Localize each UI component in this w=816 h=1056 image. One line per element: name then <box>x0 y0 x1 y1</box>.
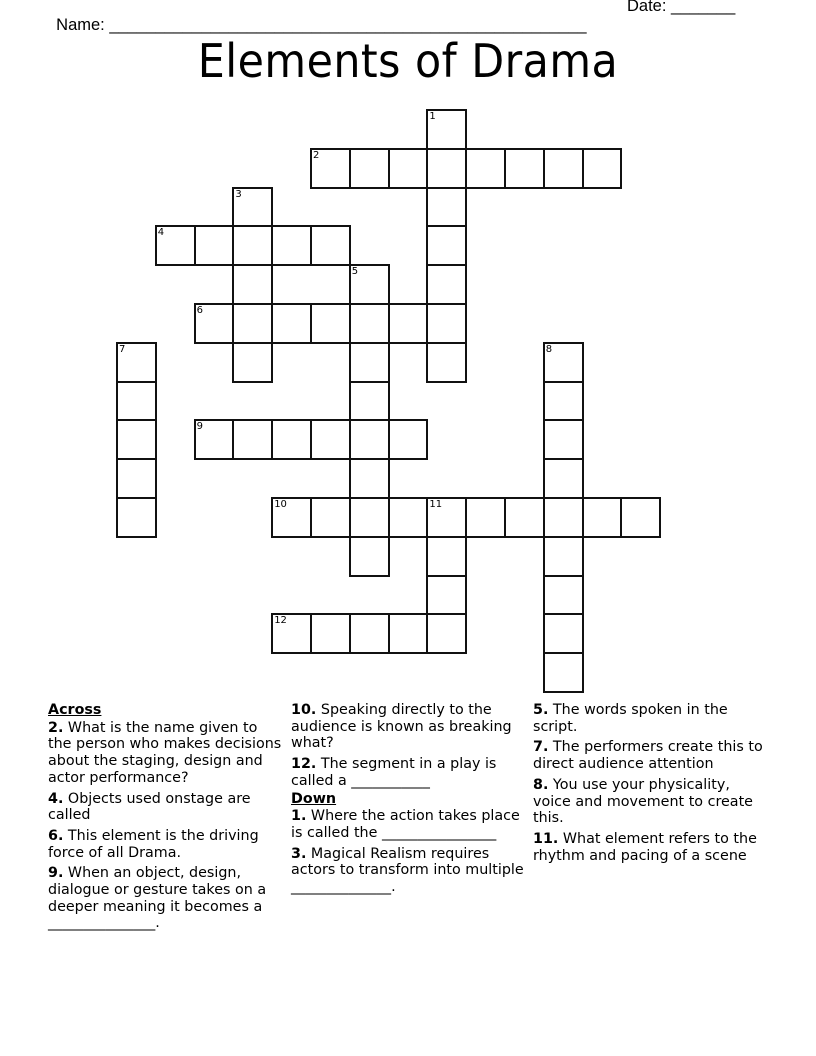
clue-text: The words spoken in the script. <box>533 702 728 735</box>
clue-number: 9. <box>48 865 64 882</box>
grid-cell[interactable] <box>426 225 467 266</box>
grid-cell[interactable] <box>194 225 235 266</box>
clue-number-label: 6 <box>196 305 203 316</box>
clue-down-11 <box>533 831 763 864</box>
grid-cell[interactable] <box>543 536 584 577</box>
clue-down-1 <box>291 808 527 841</box>
clue-across-6 <box>48 828 284 861</box>
grid-cell[interactable] <box>271 613 312 654</box>
clues-column-3 <box>533 702 763 868</box>
grid-cell[interactable] <box>349 342 390 383</box>
page-title: Elements of Drama <box>197 34 619 88</box>
clue-number: 6. <box>48 827 64 844</box>
clue-number-label: 3 <box>235 188 242 200</box>
grid-cell[interactable] <box>310 497 351 538</box>
grid-cell[interactable] <box>465 148 506 189</box>
grid-cell[interactable] <box>232 419 273 460</box>
across-heading: Across <box>48 702 102 718</box>
grid-cell[interactable] <box>543 652 584 693</box>
grid-cell[interactable] <box>116 342 157 383</box>
clue-across-12 <box>291 756 527 789</box>
grid-cell[interactable] <box>155 225 196 266</box>
grid-cell[interactable] <box>232 225 273 266</box>
grid-cell[interactable] <box>310 225 351 266</box>
grid-cell[interactable] <box>543 381 584 422</box>
grid-cell[interactable] <box>426 148 467 189</box>
grid-cell[interactable] <box>271 497 312 538</box>
clue-text: You use your physicality, voice and movement to create this. <box>533 776 753 827</box>
grid-cell[interactable] <box>349 381 390 422</box>
grid-cell[interactable] <box>349 613 390 654</box>
clue-text: The performers create this to direct audience attention <box>533 739 763 773</box>
clues-column-1 <box>48 702 284 936</box>
clue-number: 7. <box>533 739 549 756</box>
clue-number-label: 2 <box>313 149 320 161</box>
grid-cell[interactable] <box>388 303 429 344</box>
clue-down-5 <box>533 702 763 735</box>
clue-down-8 <box>533 777 763 827</box>
grid-cell[interactable] <box>388 148 429 189</box>
clue-number: 1. <box>291 808 307 825</box>
grid-cell[interactable] <box>271 225 312 266</box>
clue-number: 2. <box>48 719 64 736</box>
grid-cell[interactable] <box>543 419 584 460</box>
clue-number: 10. <box>291 702 317 718</box>
clue-text: Where the action takes place is called the ________________ <box>291 808 520 841</box>
clue-text: What is the name given to the person who makes decisions about the staging, design and actor performance? <box>48 719 282 786</box>
grid-cell[interactable] <box>426 497 467 538</box>
name-field[interactable]: ____________________________________________________ <box>109 16 587 34</box>
grid-cell[interactable] <box>426 303 467 344</box>
clue-text: When an object, design, dialogue or gesture takes on a deeper meaning it becomes a _______________. <box>48 865 267 932</box>
clue-number: 12. <box>291 756 317 773</box>
grid-cell[interactable] <box>388 497 429 538</box>
clue-number-label: 4 <box>157 227 165 239</box>
clue-number: 4. <box>48 790 64 807</box>
grid-cell[interactable] <box>116 381 157 422</box>
clue-number-label: 1 <box>429 111 436 122</box>
grid-cell[interactable] <box>426 536 467 577</box>
grid-cell[interactable] <box>426 187 467 228</box>
grid-cell[interactable] <box>310 303 351 344</box>
clue-number-label: 9 <box>196 421 203 433</box>
clue-text: Magical Realism requires actors to transform into multiple ______________. <box>291 845 524 896</box>
grid-cell[interactable] <box>232 303 273 344</box>
grid-cell[interactable] <box>426 264 467 305</box>
name-label: Name: <box>56 16 110 34</box>
clue-number: 3. <box>291 845 307 862</box>
grid-cell[interactable] <box>349 264 390 305</box>
grid-cell[interactable] <box>388 419 429 460</box>
grid-cell[interactable] <box>232 187 273 228</box>
clue-text: The segment in a play is called a ___________ <box>291 756 497 789</box>
clue-across-10 <box>291 702 527 752</box>
clue-text: This element is the driving force of all Drama. <box>48 827 259 861</box>
clue-number-label: 7 <box>119 343 126 355</box>
clue-text: Speaking directly to the audience is known as breaking what? <box>291 702 512 752</box>
grid-cell[interactable] <box>582 497 623 538</box>
grid-cell[interactable] <box>504 148 545 189</box>
grid-cell[interactable] <box>349 303 390 344</box>
grid-cell[interactable] <box>465 497 506 538</box>
down-heading: Down <box>291 790 337 807</box>
grid-cell[interactable] <box>349 148 390 189</box>
grid-cell[interactable] <box>349 419 390 460</box>
clues-column-2 <box>291 702 527 900</box>
clue-number: 11. <box>533 830 559 847</box>
date-label: Date: <box>627 0 672 15</box>
grid-cell[interactable] <box>543 613 584 654</box>
grid-cell[interactable] <box>582 148 623 189</box>
grid-cell[interactable] <box>543 497 584 538</box>
grid-cell[interactable] <box>543 458 584 499</box>
grid-cell[interactable] <box>310 613 351 654</box>
grid-cell[interactable] <box>426 342 467 383</box>
grid-cell[interactable] <box>116 497 157 538</box>
grid-cell[interactable] <box>116 419 157 460</box>
grid-cell[interactable] <box>271 419 312 460</box>
grid-cell[interactable] <box>426 575 467 616</box>
grid-cell[interactable] <box>426 613 467 654</box>
grid-cell[interactable] <box>349 497 390 538</box>
grid-cell[interactable] <box>543 148 584 189</box>
clue-text: What element refers to the rhythm and pacing of a scene <box>533 830 757 864</box>
grid-cell[interactable] <box>349 458 390 499</box>
grid-cell[interactable] <box>426 109 467 150</box>
grid-cell[interactable] <box>232 264 273 305</box>
clue-across-4 <box>48 791 284 824</box>
clue-text: Objects used onstage are called <box>48 790 251 824</box>
date-field[interactable]: _______ <box>671 0 736 15</box>
grid-cell[interactable] <box>620 497 661 538</box>
grid-cell[interactable] <box>388 613 429 654</box>
clue-number-label: 8 <box>545 343 553 355</box>
grid-cell[interactable] <box>194 419 235 460</box>
clue-number: 5. <box>533 702 549 718</box>
clue-down-7 <box>533 739 763 772</box>
clue-down-3 <box>291 846 527 896</box>
clue-number-label: 11 <box>429 499 443 510</box>
clue-number-label: 12 <box>274 615 287 627</box>
grid-cell[interactable] <box>543 575 584 616</box>
grid-cell[interactable] <box>232 342 273 383</box>
clue-number: 8. <box>533 776 549 793</box>
grid-cell[interactable] <box>310 148 351 189</box>
clue-across-2 <box>48 720 284 787</box>
clue-number-label: 5 <box>351 266 359 278</box>
grid-cell[interactable] <box>271 303 312 344</box>
grid-cell[interactable] <box>310 419 351 460</box>
clue-across-9 <box>48 865 284 932</box>
grid-cell[interactable] <box>116 458 157 499</box>
grid-cell[interactable] <box>504 497 545 538</box>
grid-cell[interactable] <box>194 303 235 344</box>
grid-cell[interactable] <box>349 536 390 577</box>
clue-number-label: 10 <box>274 499 287 510</box>
grid-cell[interactable] <box>543 342 584 383</box>
